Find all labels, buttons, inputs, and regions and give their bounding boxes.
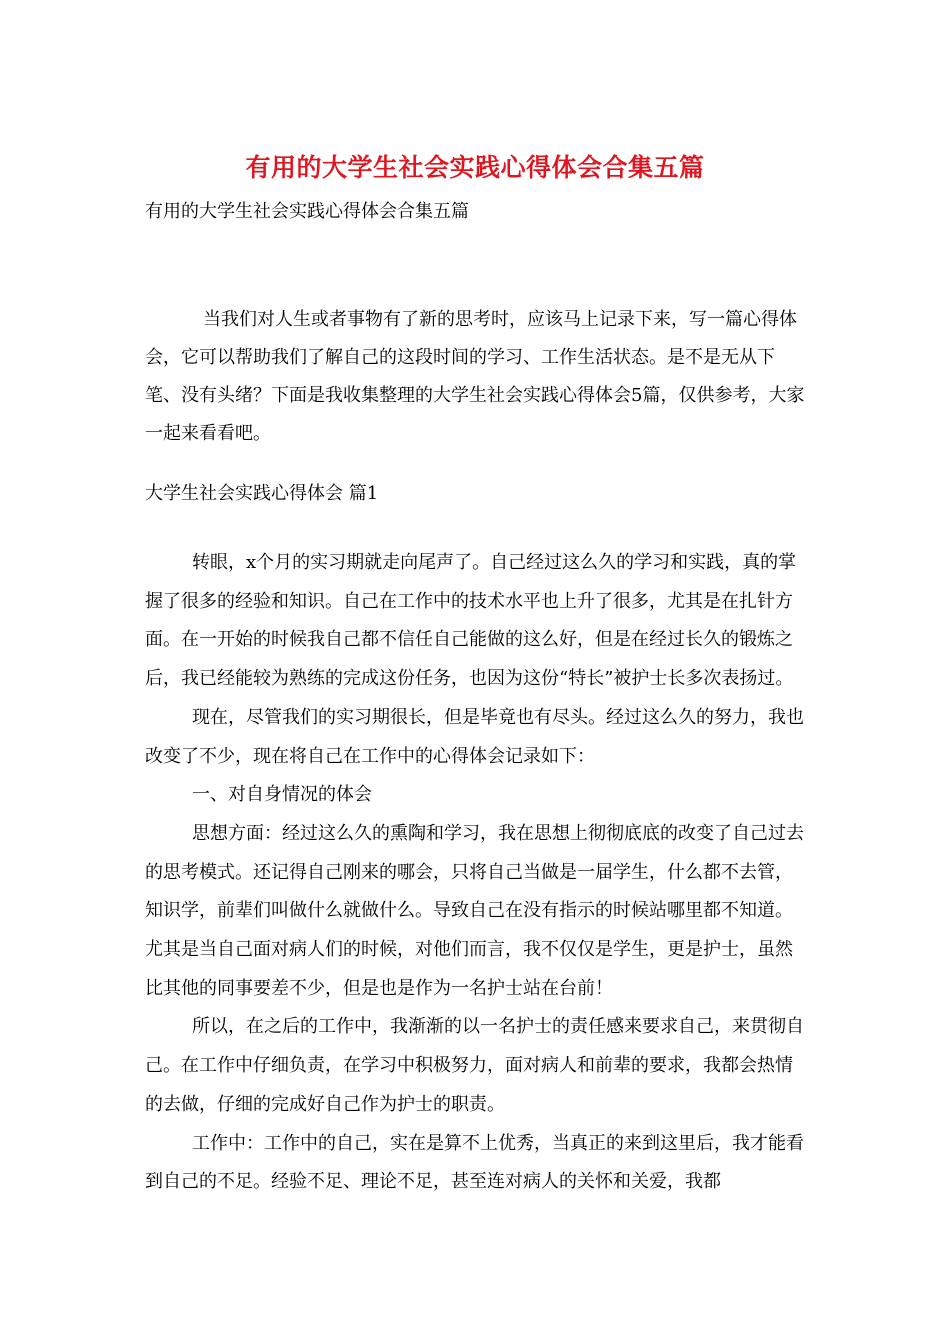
section-heading: 大学生社会实践心得体会 篇1 [145,483,379,504]
body-paragraph: 一、对自身情况的体会 [192,784,372,806]
intro-paragraph: 当我们对人生或者事物有了新的思考时，应该马上记录下来，写一篇心得体会，它可以帮助我们了解自己的这段时间的学习、工作生活状态。是不是无从下笔、没有头绪？下面是我收集整理的大学生社会实践心得体会5篇，仅供参考，大家一起来看看吧。 [145,309,805,444]
body-paragraph: 思想方面：经过这么久的熏陶和学习，我在思想上彻彻底底的改变了自己过去的思考模式。还记得自己刚来的哪会，只将自己当做是一届学生，什么都不去管，知识学，前辈们叫做什么就做什么。导致自己在没有指示的时候站哪里都不知道。尤其是当自己面对病人们的时候，对他们而言，我不仅仅是学生，更是护士，虽然比其他的同事要差不少，但是也是作为一名护士站在台前！ [145,822,804,999]
body-paragraph: 工作中：工作中的自己，实在是算不上优秀，当真正的来到这里后，我才能看到自己的不足。经验不足、理论不足，甚至连对病人的关怀和关爱，我都 [145,1132,804,1193]
document-title: 有用的大学生社会实践心得体会合集五篇 [245,153,705,182]
document-subtitle: 有用的大学生社会实践心得体会合集五篇 [145,201,469,222]
body-paragraph: 转眼，x个月的实习期就走向尾声了。自己经过这么久的学习和实践，真的掌握了很多的经验和知识。自己在工作中的技术水平也上升了很多，尤其是在扎针方面。在一开始的时候我自己都不信任自己能做的这么好，但是在经过长久的锻炼之后，我已经能较为熟练的完成这份任务，也因为这份“特长”被护士长多次表扬过。 [145,552,797,690]
body-text [145,544,805,1202]
body-paragraph: 现在，尽管我们的实习期很长，但是毕竟也有尽头。经过这么久的努力，我也改变了不少，现在将自己在工作中的心得体会记录如下： [145,706,804,767]
body-paragraph: 所以，在之后的工作中，我渐渐的以一名护士的责任感来要求自己，来贯彻自己。在工作中仔细负责，在学习中积极努力，面对病人和前辈的要求，我都会热情的去做，仔细的完成好自己作为护士的职责。 [145,1016,804,1115]
